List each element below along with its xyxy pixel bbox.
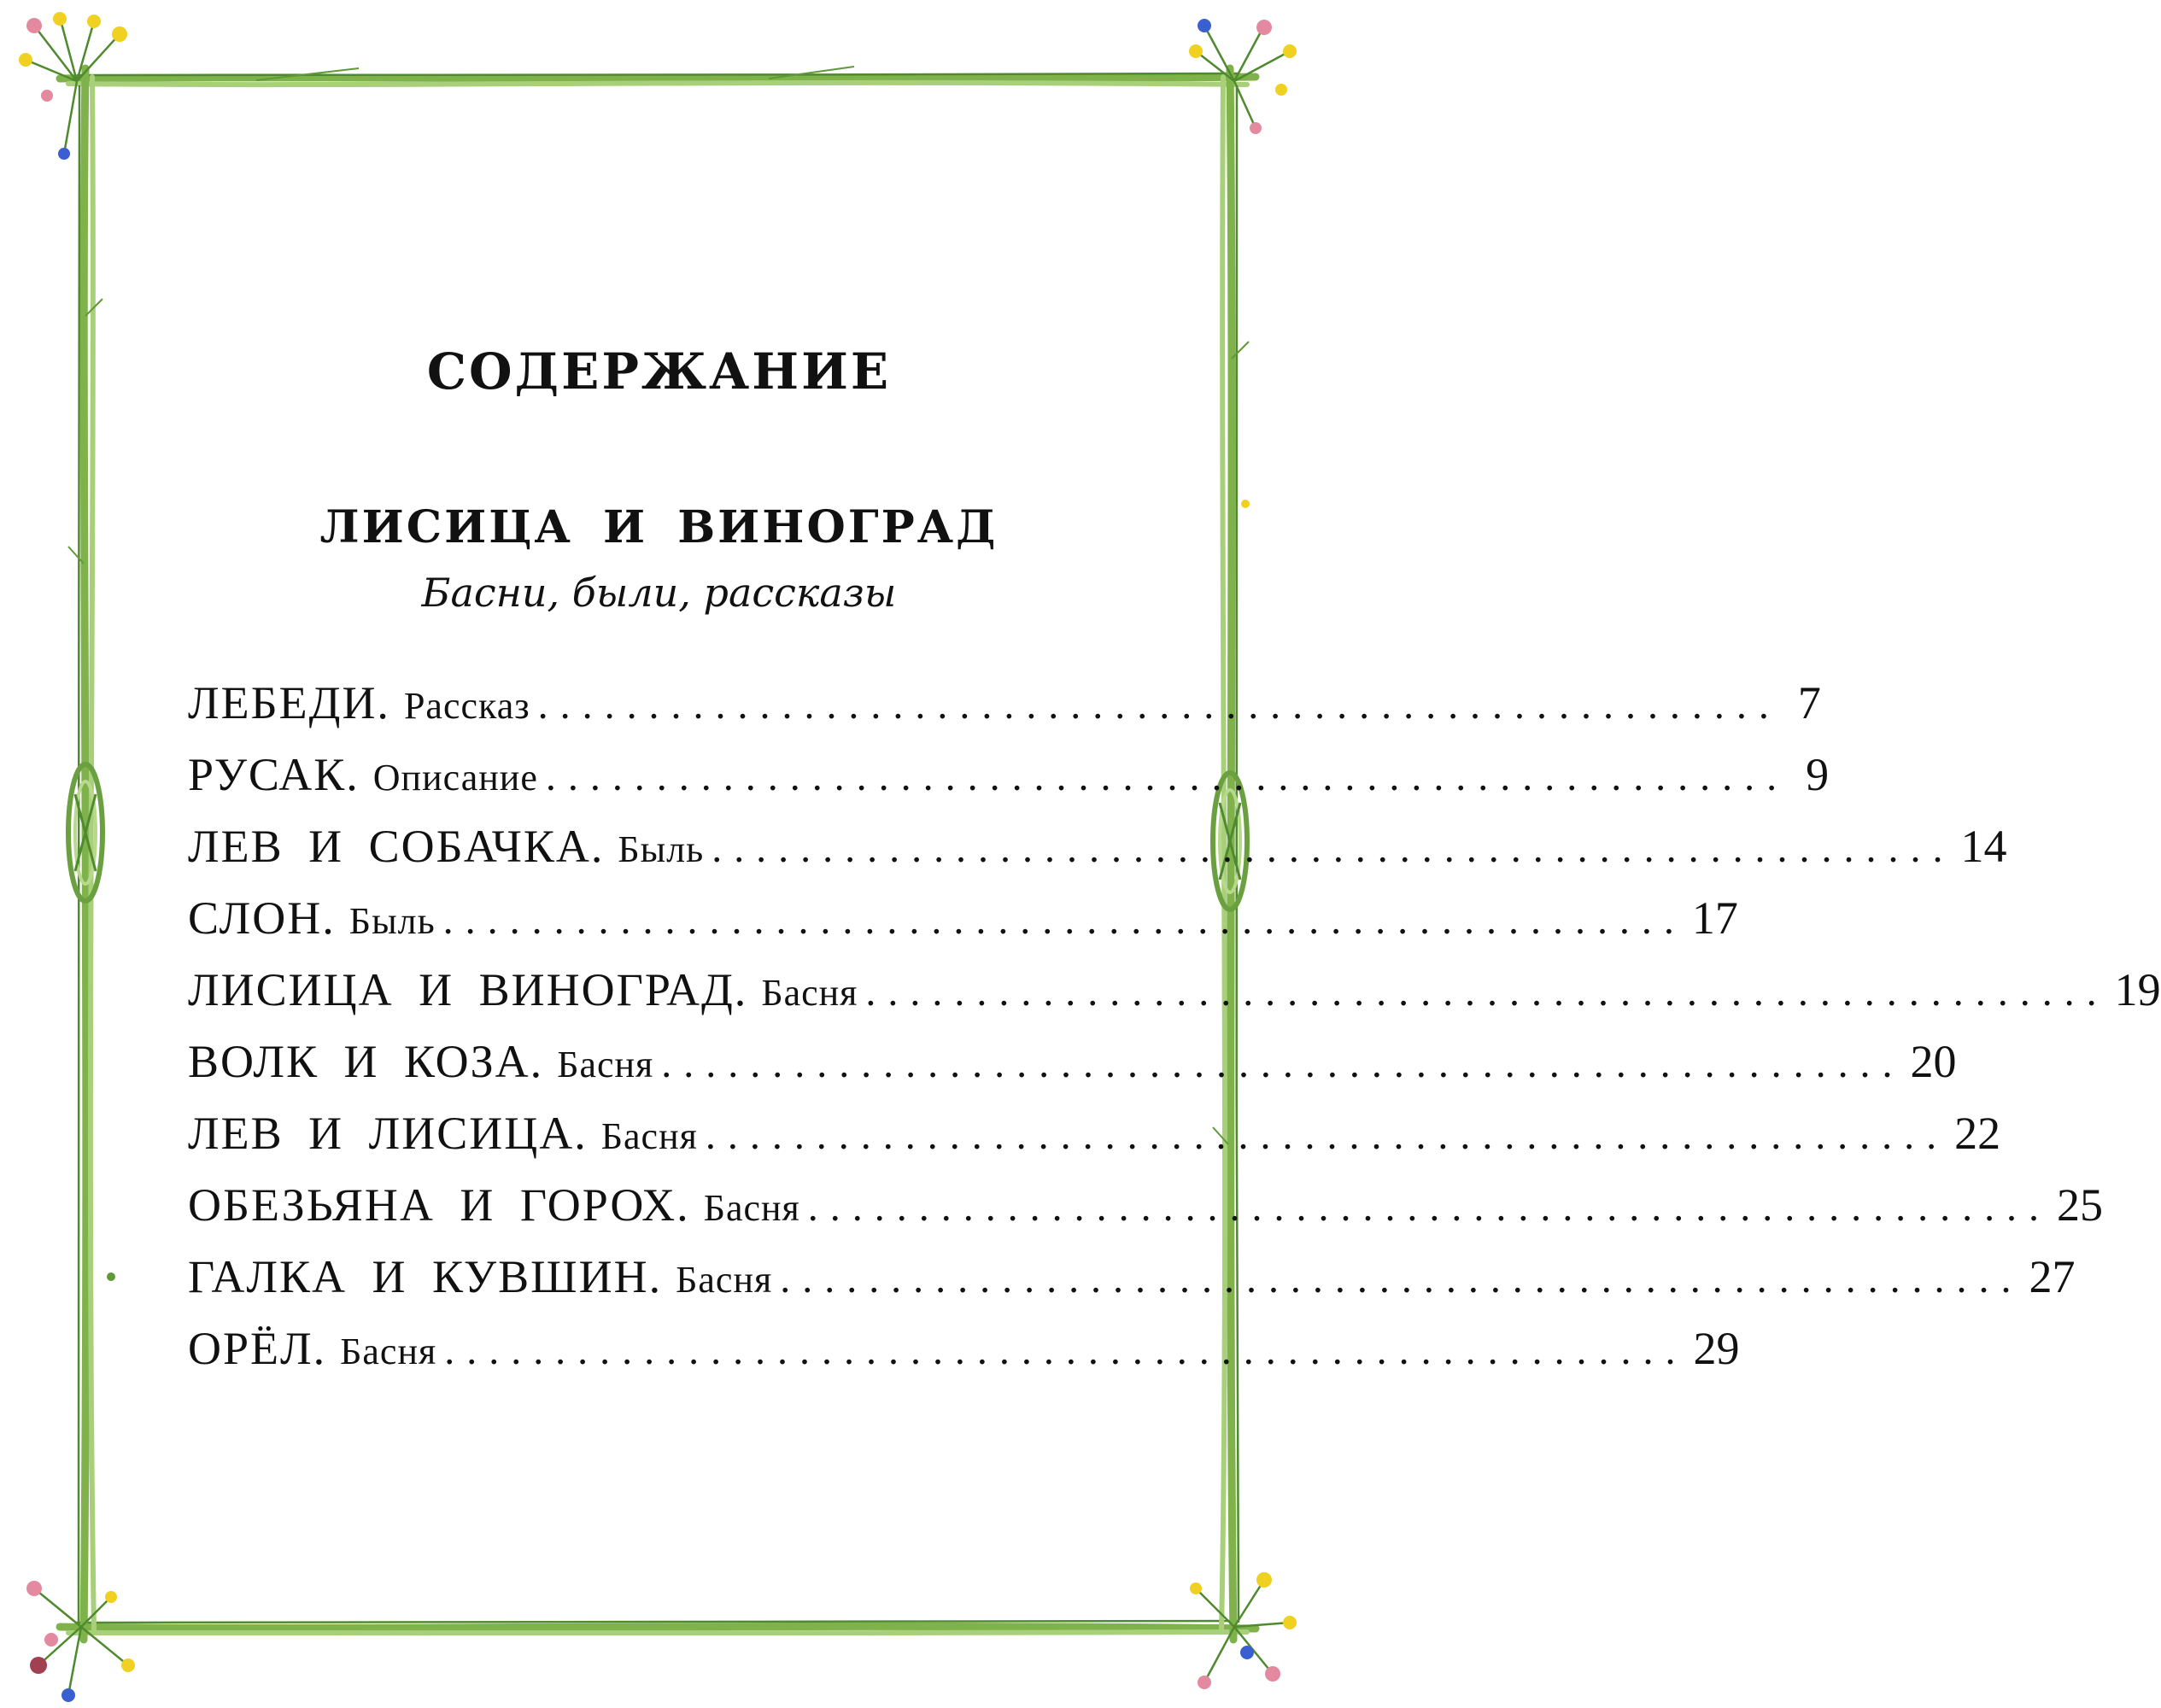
toc-entry[interactable] (188, 1179, 2104, 1250)
toc-entry-genre: Быль (618, 828, 705, 870)
book-subtitle: Басни, были, рассказы (421, 570, 897, 616)
toc-entry-page: 9 (1806, 749, 1830, 800)
toc-entry-genre: Описание (372, 757, 538, 798)
dot-leader: ........................................................ (442, 899, 1685, 943)
toc-entry[interactable] (188, 1107, 2001, 1179)
dot-leader: ........................................................ (864, 971, 2108, 1015)
toc-entry-page: 19 (2114, 964, 2161, 1015)
toc-entry-page: 25 (2057, 1179, 2104, 1231)
toc-entry-title: ЛЕВ И ЛИСИЦА. (188, 1108, 588, 1159)
book-title: ЛИСИЦА И ВИНОГРАД (319, 501, 999, 553)
toc-entry[interactable] (188, 1250, 2076, 1322)
dot-leader: ........................................................ (779, 1258, 2023, 1301)
toc-entry-genre: Быль (348, 900, 436, 942)
dot-leader: ........................................................ (704, 1114, 1948, 1158)
dot-leader: ........................................................ (806, 1186, 2051, 1230)
toc-entry-genre: Басня (340, 1331, 437, 1372)
toc-entry-title: ЛИСИЦА И ВИНОГРАД. (188, 964, 748, 1015)
toc-entry-title: ЛЕБЕДИ. (188, 677, 390, 728)
toc-entry-genre: Басня (676, 1259, 773, 1301)
toc-entry-title: ОРЁЛ. (188, 1323, 327, 1374)
toc-entry-page: 20 (1910, 1036, 1957, 1087)
dot-leader: ........................................................ (536, 684, 1780, 728)
toc-entry-genre: Басня (600, 1115, 698, 1157)
toc-entry[interactable] (188, 963, 2161, 1035)
toc-entry[interactable] (188, 820, 2007, 892)
toc-entry-title: ВОЛК И КОЗА. (188, 1036, 544, 1087)
toc-entry[interactable] (188, 748, 1830, 820)
toc-entry-page: 17 (1691, 892, 1738, 944)
toc-entry-page: 22 (1954, 1108, 2001, 1159)
toc-entry[interactable] (188, 1322, 1740, 1394)
toc-entry-genre: Рассказ (403, 685, 530, 727)
toc-entry[interactable] (188, 892, 1738, 963)
toc-entry-page: 14 (1960, 821, 2007, 872)
toc-entry-genre: Басня (761, 972, 858, 1014)
page-title: СОДЕРЖАНИЕ (426, 342, 892, 401)
toc-entry-title: ОБЕЗЬЯНА И ГОРОХ. (188, 1179, 690, 1231)
toc-list (188, 676, 2161, 1394)
toc-entry-title: ГАЛКА И КУВШИН. (188, 1251, 663, 1302)
dot-leader: ........................................................ (711, 828, 1954, 871)
toc-entry-title: ЛЕВ И СОБАЧКА. (188, 821, 605, 872)
toc-entry-page: 7 (1797, 677, 1821, 728)
toc-entry-page: 29 (1693, 1323, 1740, 1374)
toc-entry-genre: Басня (703, 1187, 800, 1229)
dot-leader: ........................................................ (660, 1043, 1904, 1086)
toc-entry-title: СЛОН. (188, 892, 336, 944)
toc-entry-page: 27 (2029, 1251, 2076, 1302)
toc-entry-title: РУСАК. (188, 749, 360, 800)
toc-entry[interactable] (188, 676, 1821, 748)
toc-entry[interactable] (188, 1035, 1957, 1107)
toc-entry-genre: Басня (557, 1044, 654, 1085)
dot-leader: ........................................................ (544, 756, 1789, 799)
dot-leader: ........................................................ (443, 1330, 1687, 1373)
